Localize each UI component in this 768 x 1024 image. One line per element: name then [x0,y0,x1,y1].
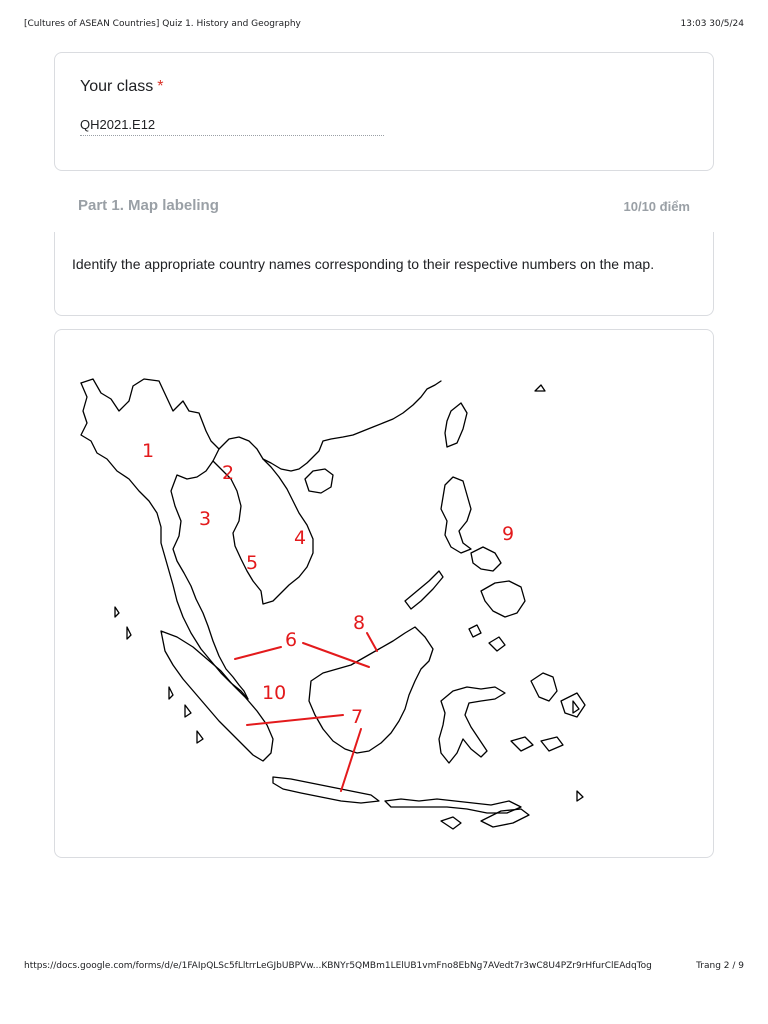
map-label-6: 6 [285,629,298,651]
map-coastlines [81,379,585,829]
class-question-title [80,78,163,96]
print-header [0,19,768,33]
print-header-datetime: 13:03 30/5/24 [680,19,744,29]
map-label-10: 10 [262,682,287,704]
map-label-1: 1 [142,440,155,462]
map-label-7: 7 [351,706,364,728]
section-description-card [54,232,714,316]
map-label-9: 9 [502,523,515,545]
class-answer-field[interactable]: QH2021.E12 [80,117,384,136]
section-score: 10/10 điểm [623,199,690,214]
class-question-label: Your class [80,78,154,95]
section-header [54,191,714,227]
map-number-labels [142,440,514,728]
map-label-5: 5 [246,552,259,574]
map-card [54,329,714,858]
print-footer [0,961,768,975]
print-footer-page: Trang 2 / 9 [696,961,744,971]
print-header-title: [Cultures of ASEAN Countries] Quiz 1. History and Geography [24,19,301,29]
class-question-card [54,52,714,171]
required-asterisk: * [157,78,164,95]
map-image [55,330,715,859]
map-label-8: 8 [353,612,366,634]
print-footer-url: https://docs.google.com/forms/d/e/1FAIpQLSc5fLltrrLeGJbUBPVw...KBNYr5QMBm1LElUB1vmFno8EbNg7AVedt7r3wC8U4PZr9rHfurClEAdqTog [24,961,652,971]
section-description: Identify the appropriate country names corresponding to their respective numbers on the map. [72,256,655,272]
map-label-3: 3 [199,508,212,530]
section-title: Part 1. Map labeling [78,197,219,214]
map-label-4: 4 [294,527,307,549]
map-label-2: 2 [222,462,235,484]
